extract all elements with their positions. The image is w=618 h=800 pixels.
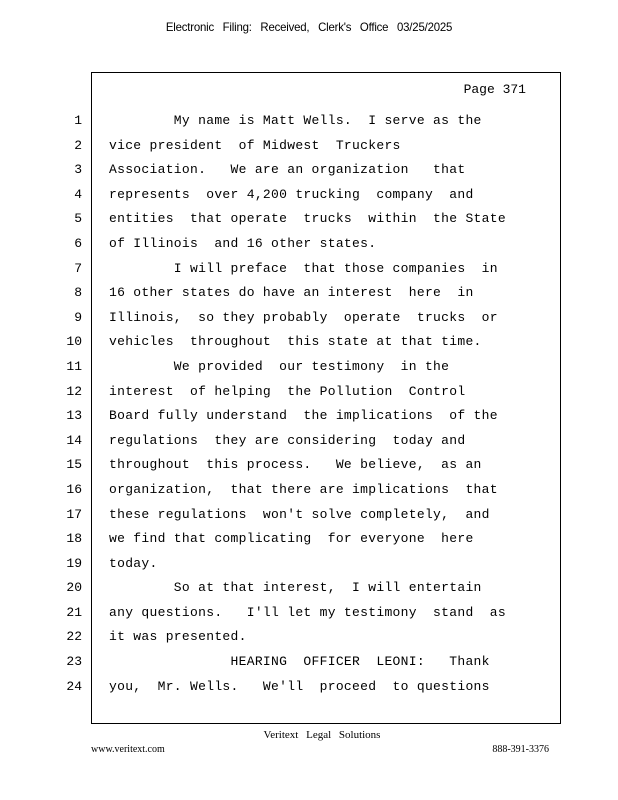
line-number: 4 bbox=[74, 186, 82, 202]
line-text: organization, that there are implications that bbox=[109, 481, 498, 497]
line-text: these regulations won't solve completely, and bbox=[109, 506, 490, 522]
line-number: 22 bbox=[66, 629, 82, 645]
page-number: Page 371 bbox=[463, 82, 526, 97]
line-number: 5 bbox=[74, 211, 82, 227]
line-text: you, Mr. Wells. We'll proceed to questions bbox=[109, 678, 490, 694]
transcript-line bbox=[0, 109, 618, 134]
transcript-line bbox=[0, 281, 618, 306]
transcript-line bbox=[0, 355, 618, 380]
line-number: 13 bbox=[66, 408, 82, 424]
line-text: My name is Matt Wells. I serve as the bbox=[109, 113, 482, 128]
footer-phone: 888-391-3376 bbox=[492, 744, 549, 755]
line-text: vice president of Midwest Truckers bbox=[109, 137, 401, 153]
line-text: So at that interest, I will entertain bbox=[109, 580, 482, 596]
line-text: of Illinois and 16 other states. bbox=[109, 235, 377, 251]
line-number: 8 bbox=[74, 285, 82, 301]
line-number: 7 bbox=[74, 260, 82, 276]
line-number: 24 bbox=[66, 678, 82, 694]
transcript-line bbox=[0, 453, 618, 478]
line-number: 11 bbox=[66, 358, 82, 374]
line-number: 18 bbox=[66, 531, 82, 547]
line-text: HEARING OFFICER LEONI: Thank bbox=[109, 654, 490, 670]
line-text: it was presented. bbox=[109, 629, 247, 645]
transcript-line bbox=[0, 675, 618, 700]
line-number: 20 bbox=[66, 580, 82, 596]
transcript-body bbox=[0, 109, 618, 699]
line-text: Board fully understand the implications of the bbox=[109, 408, 498, 424]
line-number: 19 bbox=[66, 555, 82, 571]
transcript-line bbox=[0, 650, 618, 675]
transcript-line bbox=[0, 404, 618, 429]
line-text: entities that operate trucks within the State bbox=[109, 211, 506, 227]
line-number: 3 bbox=[74, 162, 82, 178]
line-text: any questions. I'll let my testimony stand as bbox=[109, 604, 506, 620]
line-number: 10 bbox=[66, 334, 82, 350]
transcript-line bbox=[0, 158, 618, 183]
transcript-line bbox=[0, 134, 618, 159]
transcript-line bbox=[0, 429, 618, 454]
line-number: 12 bbox=[66, 383, 82, 399]
line-number: 1 bbox=[74, 113, 82, 128]
line-number: 14 bbox=[66, 432, 82, 448]
transcript-line bbox=[0, 257, 618, 282]
transcript-line bbox=[0, 330, 618, 355]
line-text: today. bbox=[109, 555, 158, 571]
transcript-line bbox=[0, 527, 618, 552]
line-text: Illinois, so they probably operate trucks or bbox=[109, 309, 498, 325]
transcript-line bbox=[0, 478, 618, 503]
line-text: I will preface that those companies in bbox=[109, 260, 498, 276]
line-number: 15 bbox=[66, 457, 82, 473]
line-text: We provided our testimony in the bbox=[109, 358, 450, 374]
transcript-line bbox=[0, 306, 618, 331]
line-text: Association. We are an organization that bbox=[109, 162, 466, 178]
transcript-line bbox=[0, 183, 618, 208]
transcript-line bbox=[0, 503, 618, 528]
line-number: 17 bbox=[66, 506, 82, 522]
line-text: interest of helping the Pollution Control bbox=[109, 383, 466, 399]
footer-website: www.veritext.com bbox=[91, 744, 165, 755]
transcript-line bbox=[0, 232, 618, 257]
line-number: 16 bbox=[66, 481, 82, 497]
line-number: 2 bbox=[74, 137, 82, 153]
line-number: 9 bbox=[74, 309, 82, 325]
line-number: 21 bbox=[66, 604, 82, 620]
line-number: 23 bbox=[66, 654, 82, 670]
line-number: 6 bbox=[74, 235, 82, 251]
footer-brand: Veritext Legal Solutions bbox=[263, 729, 381, 741]
transcript-line bbox=[0, 625, 618, 650]
line-text: regulations they are considering today and bbox=[109, 432, 466, 448]
line-text: we find that complicating for everyone here bbox=[109, 531, 474, 547]
line-text: throughout this process. We believe, as an bbox=[109, 457, 482, 473]
transcript-line bbox=[0, 207, 618, 232]
filing-stamp: Electronic Filing: Received, Clerk's Office 03/25/2025 bbox=[165, 20, 453, 34]
line-text: 16 other states do have an interest here in bbox=[109, 285, 474, 301]
transcript-line bbox=[0, 601, 618, 626]
transcript-line bbox=[0, 380, 618, 405]
transcript-line bbox=[0, 576, 618, 601]
line-text: represents over 4,200 trucking company and bbox=[109, 186, 474, 202]
line-text: vehicles throughout this state at that time. bbox=[109, 334, 482, 350]
transcript-line bbox=[0, 552, 618, 577]
